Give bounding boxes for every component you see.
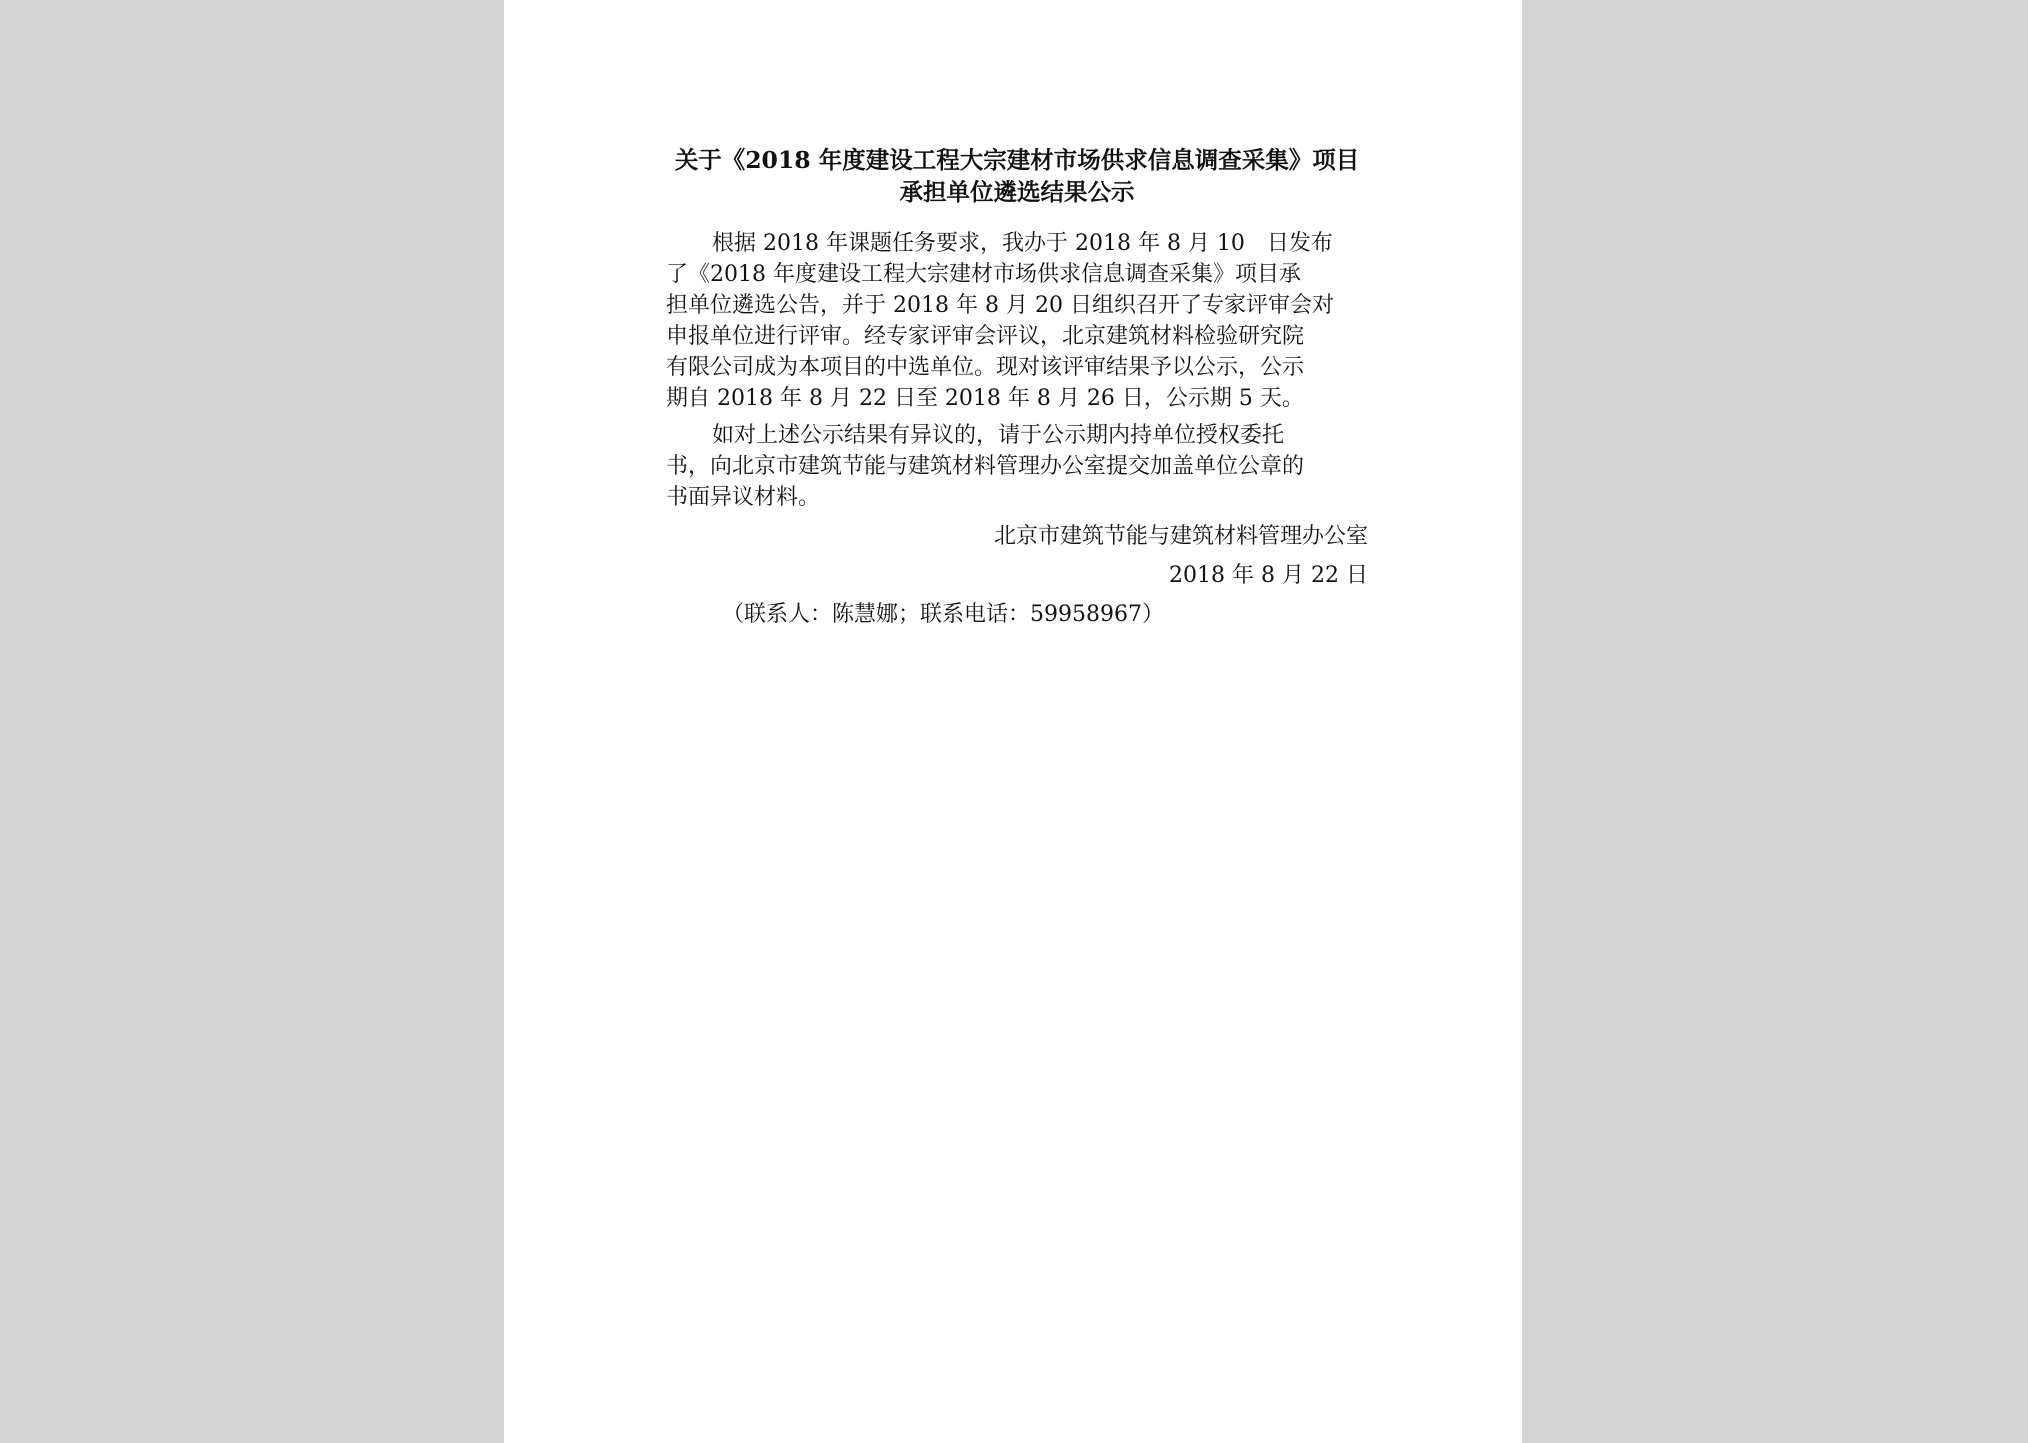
paragraph-objection [666, 420, 1368, 513]
document-page [504, 0, 1522, 1443]
document-body [666, 144, 1368, 630]
contact-info: （联系人：陈慧娜；联系电话：59958967） [722, 602, 1164, 627]
paragraph-line: 申报单位进行评审。经专家评审会评议，北京建筑材料检验研究院 [666, 324, 1305, 349]
title-line: 承担单位遴选结果公示 [899, 178, 1135, 206]
paragraph-line: 有限公司成为本项目的中选单位。现对该评审结果予以公示，公示 [666, 355, 1305, 380]
paragraph-line: 担单位遴选公告，并于 2018 年 8 月 20 日组织召开了专家评审会对 [666, 293, 1334, 318]
title-line: 关于《2018 年度建设工程大宗建材市场供求信息调查采集》项目 [674, 146, 1360, 174]
paragraph-line: 期自 2018 年 8 月 22 日至 2018 年 8 月 26 日，公示期 5 天。 [666, 386, 1304, 411]
signature-organization: 北京市建筑节能与建筑材料管理办公室 [993, 524, 1368, 549]
paragraph-line: 如对上述公示结果有异议的，请于公示期内持单位授权委托 [712, 423, 1285, 448]
paragraph-line: 了《2018 年度建设工程大宗建材市场供求信息调查采集》项目承 [666, 262, 1301, 287]
signature-date: 2018 年 8 月 22 日 [1169, 563, 1368, 588]
paragraph-line: 书面异议材料。 [666, 485, 821, 510]
paragraph-line: 书，向北京市建筑节能与建筑材料管理办公室提交加盖单位公章的 [666, 454, 1305, 479]
document-title [666, 144, 1368, 208]
paragraph-line: 根据 2018 年课题任务要求，我办于 2018 年 8 月 10 日发布 [712, 231, 1333, 256]
paragraph-announcement [666, 228, 1368, 414]
